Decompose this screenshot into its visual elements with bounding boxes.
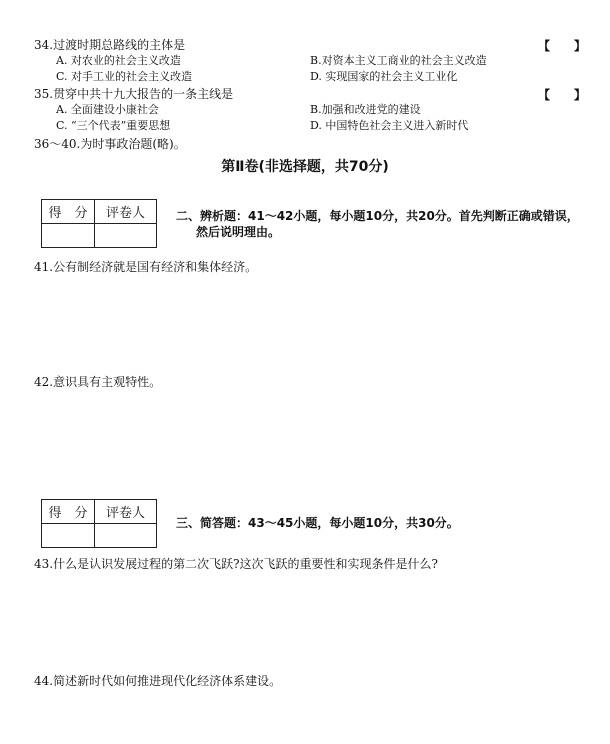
section2-heading-line1: 二、辨析题：41～42小题，每小题10分，共20分。首先判断正确或错误， [176,209,579,223]
q34-stem: 34.过渡时期总路线的主体是 [34,38,186,52]
q35-option-a: A. 全面建设小康社会 [56,103,159,116]
score-cell [42,224,95,248]
q34-option-a: A. 对农业的社会主义改造 [56,54,181,67]
grader-label: 评卷人 [95,500,157,524]
q35-option-d: D. 中国特色社会主义进入新时代 [310,119,469,132]
q34-option-b: B.对资本主义工商业的社会主义改造 [310,54,487,67]
grader-cell [95,224,157,248]
q35-answer-bracket: 【 】 [538,88,587,102]
q35-option-c: C. “三个代表”重要思想 [56,119,171,132]
grader-cell [95,524,157,548]
section2-heading-line2: 然后说明理由。 [196,225,281,239]
grader-label: 评卷人 [95,200,157,224]
score-box-section2 [41,199,157,248]
q44: 44.简述新时代如何推进现代化经济体系建设。 [34,674,282,688]
q34-option-d: D. 实现国家的社会主义工业化 [310,70,458,83]
score-label: 得 分 [42,500,95,524]
q35-stem: 35.贯穿中共十九大报告的一条主线是 [34,87,234,101]
score-box-section3 [41,499,157,548]
q34-option-c: C. 对手工业的社会主义改造 [56,70,193,83]
q36-40-note: 36～40.为时事政治题(略)。 [34,137,186,151]
score-cell [42,524,95,548]
q35-option-b: B.加强和改进党的建设 [310,103,421,116]
section3-heading: 三、简答题：43～45小题，每小题10分，共30分。 [176,516,459,530]
q41: 41.公有制经济就是国有经济和集体经济。 [34,260,258,274]
q43: 43.什么是认识发展过程的第二次飞跃?这次飞跃的重要性和实现条件是什么? [34,557,438,571]
part2-title: 第Ⅱ卷(非选择题，共70分) [221,159,389,175]
score-label: 得 分 [42,200,95,224]
q42: 42.意识具有主观特性。 [34,375,162,389]
q34-answer-bracket: 【 】 [538,39,587,53]
